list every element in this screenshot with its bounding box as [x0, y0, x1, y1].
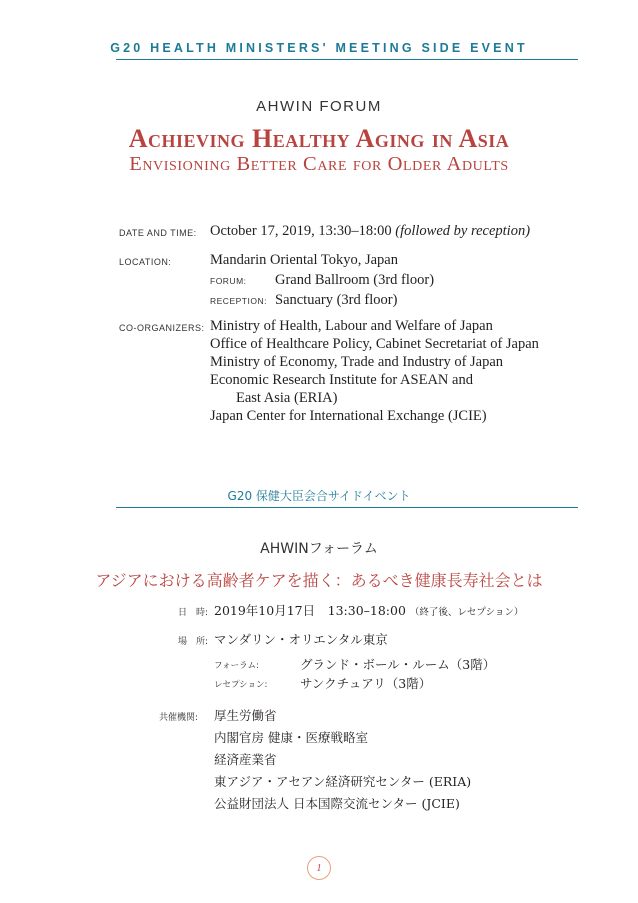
forum-venue-value-japanese: グランド・ボール・ルーム（3階）	[300, 657, 496, 672]
coorganizers-label: CO-ORGANIZERS:	[119, 323, 205, 333]
coorganizer-item-japanese: 厚生労働省	[214, 708, 277, 723]
coorganizer-item: Economic Research Institute for ASEAN and	[210, 372, 473, 388]
coorganizer-item-japanese: 内閣官房 健康・医療戦略室	[214, 730, 368, 745]
header-english: G20 HEALTH MINISTERS' MEETING SIDE EVENT	[110, 41, 528, 55]
coorganizer-item-japanese: 経済産業省	[214, 752, 277, 767]
header-rule-japanese	[116, 507, 578, 508]
location-label-japanese: 場 所:	[178, 637, 209, 647]
reception-venue-label-japanese: レセプション:	[214, 680, 268, 690]
date-value: October 17, 2019, 13:30–18:00 (followed by reception)	[210, 223, 531, 239]
forum-venue-value: Grand Ballroom (3rd floor)	[275, 272, 435, 288]
reception-venue-label: RECEPTION:	[210, 296, 267, 306]
page-subtitle-english: Envisioning Better Care for Older Adults	[129, 153, 509, 175]
date-label: DATE AND TIME:	[119, 228, 197, 238]
coorganizer-item: Office of Healthcare Policy, Cabinet Secretariat of Japan	[210, 336, 539, 352]
date-note-japanese: （終了後、レセプション）	[409, 607, 524, 618]
forum-name-japanese: AHWINフォーラム	[260, 541, 378, 557]
coorganizer-item: Ministry of Economy, Trade and Industry of Japan	[210, 354, 504, 370]
location-value-japanese: マンダリン・オリエンタル東京	[214, 632, 388, 647]
location-value: Mandarin Oriental Tokyo, Japan	[210, 252, 398, 268]
location-label: LOCATION:	[119, 257, 172, 267]
date-value-japanese: 2019年10月17日 13:30–18:00 （終了後、レセプション）	[214, 603, 524, 618]
coorganizer-item-japanese: 東アジア・アセアン経済研究センター (ERIA)	[214, 774, 472, 789]
reception-venue-value: Sanctuary (3rd floor)	[275, 292, 398, 308]
page-title-english: Achieving Healthy Aging in Asia	[128, 124, 510, 153]
page-title-japanese: アジアにおける高齢者ケアを描く：あるべき健康長寿社会とは	[95, 571, 543, 590]
forum-venue-label-japanese: フォーラム:	[214, 661, 259, 671]
coorganizers-label-japanese: 共催機関:	[159, 713, 199, 723]
coorganizer-item: Ministry of Health, Labour and Welfare of Japan	[210, 318, 493, 334]
forum-name-english: AHWIN FORUM	[256, 98, 382, 115]
coorganizer-item: East Asia (ERIA)	[236, 390, 338, 406]
coorganizer-item: Japan Center for International Exchange (JCIE)	[210, 408, 487, 424]
date-note: (followed by reception)	[395, 223, 531, 239]
coorganizer-item-japanese: 公益財団法人 日本国際交流センター (JCIE)	[214, 796, 460, 811]
date-label-japanese: 日 時:	[178, 608, 209, 618]
header-rule-english	[116, 59, 578, 60]
header-japanese: G20 保健大臣会合サイドイベント	[227, 489, 411, 503]
page-number: 1	[307, 856, 331, 880]
forum-venue-label: FORUM:	[210, 276, 247, 286]
reception-venue-value-japanese: サンクチュアリ（3階）	[300, 676, 432, 691]
